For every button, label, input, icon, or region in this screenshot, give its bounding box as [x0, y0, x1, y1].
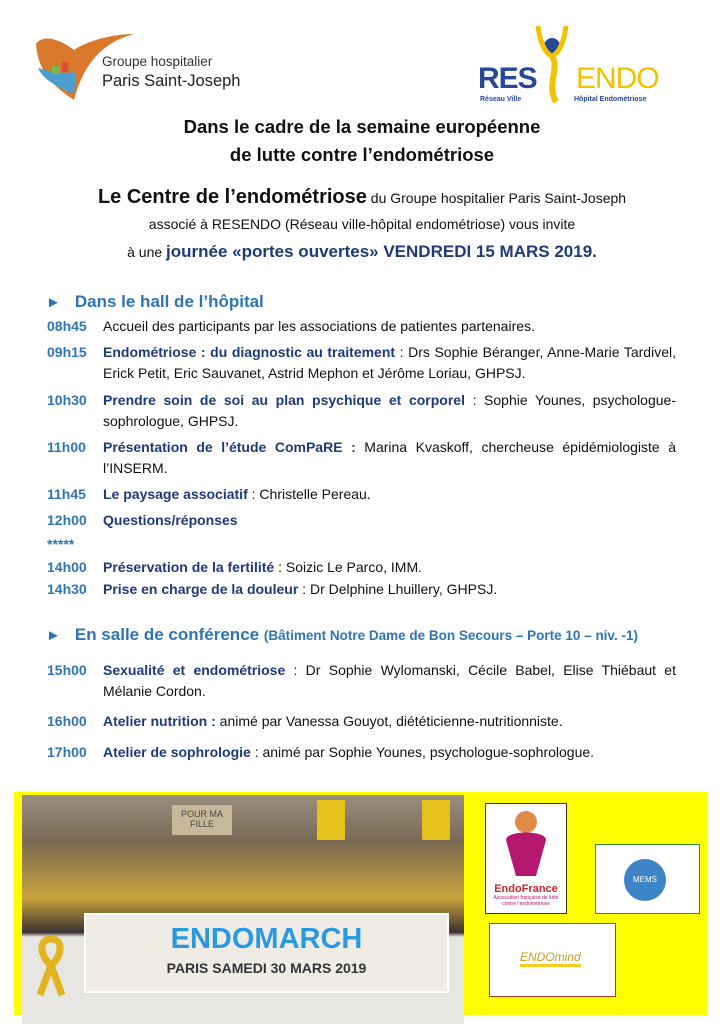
mems-name: MEMS [624, 859, 666, 901]
schedule-item-text: : Christelle Pereau. [247, 486, 371, 502]
arrow-right-icon: ► [46, 294, 61, 311]
schedule-item-title: Sexualité et endométriose [103, 662, 286, 678]
schedule-item [103, 316, 676, 337]
schedule-item-title: Endométriose : du diagnostic au traitement [103, 344, 396, 360]
headline-line2: de lutte contre l’endométriose [229, 144, 495, 165]
banner-title: ENDOMARCH [170, 923, 363, 955]
yellow-ribbon-icon [36, 935, 66, 997]
intro-line3-pre: à une [127, 244, 167, 260]
gh-logo-line1: Groupe hospitalier [102, 54, 213, 69]
schedule-time: 08h45 [47, 318, 87, 334]
schedule-item [103, 660, 676, 702]
schedule-item [103, 342, 676, 384]
schedule-time: 10h30 [47, 392, 87, 408]
schedule-time: 12h00 [47, 512, 87, 528]
schedule-item-text: : Soizic Le Parco, IMM. [274, 559, 423, 575]
photo-sign: POUR MA FILLE [172, 805, 232, 835]
intro-line1 [0, 186, 724, 209]
schedule-item [103, 742, 676, 763]
section-conference-location: (Bâtiment Notre Dame de Bon Secours – Porte 10 – niv. -1) [263, 628, 638, 643]
schedule-item-text: Marina Kvaskoff, chercheuse épidémiologiste à l’INSERM. [103, 439, 676, 476]
schedule-time: 14h30 [47, 581, 87, 597]
schedule-time: 15h00 [47, 662, 87, 678]
schedule-item-title: Présentation de l’étude ComPaRE : [103, 439, 356, 455]
resendo-res: RES [478, 62, 537, 95]
intro-line3 [0, 242, 724, 262]
schedule-item-text: : animé par Sophie Younes, psychologue-sophrologue. [250, 744, 595, 760]
mems-logo [595, 844, 700, 914]
schedule-time: 09h15 [47, 344, 87, 360]
resendo-endo: ENDO [576, 62, 659, 95]
schedule-time: 11h00 [47, 439, 86, 455]
placard [422, 800, 450, 840]
arrow-right-icon: ► [46, 627, 61, 644]
schedule-item [103, 510, 676, 531]
schedule-item-text: : Dr Delphine Lhuillery, GHPSJ. [298, 581, 498, 597]
schedule-item-title: Atelier de sophrologie [103, 744, 251, 760]
schedule-item-text: : Sophie Younes, psychologue-sophrologue, GHPSJ. [103, 392, 676, 429]
schedule-item-title: Le paysage associatif [103, 486, 248, 502]
schedule-time: ***** [47, 536, 75, 552]
endofrance-sub: Association française de lutte contre l’endométriose [493, 895, 559, 907]
resendo-figure-icon [532, 24, 572, 104]
gh-logo-line2: Paris Saint-Joseph [102, 72, 241, 90]
schedule-time: 17h00 [47, 744, 87, 760]
centre-name: Le Centre de l’endométriose [97, 186, 367, 208]
schedule-item [103, 711, 676, 732]
endofrance-figure-icon [496, 806, 556, 878]
headline-line1: Dans le cadre de la semaine européenne [183, 116, 541, 137]
schedule-time: 14h00 [47, 559, 87, 575]
resendo-sub2: Hôpital Endométriose [574, 96, 647, 103]
schedule-item-text: : Dr Sophie Wylomanski, Cécile Babel, Elise Thiébaut et Mélanie Cordon. [103, 662, 676, 699]
schedule-item-title: Préservation de la fertilité [103, 559, 275, 575]
banner-subtitle: PARIS SAMEDI 30 MARS 2019 [166, 960, 367, 976]
resendo-sub1: Réseau Ville [480, 96, 522, 103]
endomind-name: ENDOmind [520, 950, 581, 967]
schedule-item-title: Questions/réponses [103, 512, 238, 528]
section-conference-title: En salle de conférence [74, 625, 260, 644]
resendo-logo [476, 24, 662, 104]
schedule-item [103, 390, 676, 432]
centre-rest: du Groupe hospitalier Paris Saint-Joseph [366, 190, 627, 206]
schedule-item [103, 484, 676, 505]
schedule-item [103, 437, 676, 479]
endomarch-photo [22, 795, 464, 1024]
schedule-time: 16h00 [47, 713, 87, 729]
endofrance-logo [485, 803, 567, 914]
schedule-item-title: Prendre soin de soi au plan psychique et corporel [103, 392, 465, 408]
schedule-item-text: : Drs Sophie Béranger, Anne-Marie Tardivel, Erick Petit, Eric Sauvanet, Astrid Mephon et Jérôme Loriau, GHPSJ. [103, 344, 676, 381]
intro-line2: associé à RESENDO (Réseau ville-hôpital endométriose) vous invite [148, 216, 576, 232]
schedule-time: 11h45 [47, 486, 86, 502]
schedule-item-text: Accueil des participants par les associations de patientes partenaires. [103, 318, 535, 334]
section-hall-title: Dans le hall de l’hôpital [74, 292, 264, 311]
endomarch-banner [84, 913, 449, 993]
placard [317, 800, 345, 840]
event-date: journée «portes ouvertes» VENDREDI 15 MARS 2019. [166, 242, 597, 261]
section-hall-heading [46, 292, 264, 312]
endofrance-name: EndoFrance [494, 883, 558, 895]
endomind-logo [489, 923, 616, 997]
schedule-item [103, 579, 676, 600]
groupe-hospitalier-logo [34, 32, 254, 102]
schedule-item-title: Atelier nutrition : [103, 713, 216, 729]
schedule-item [103, 557, 676, 578]
schedule-item-title: Prise en charge de la douleur [103, 581, 299, 597]
schedule-item-text: animé par Vanessa Gouyot, diététicienne-nutritionniste. [215, 713, 563, 729]
section-conference-heading [46, 625, 638, 645]
